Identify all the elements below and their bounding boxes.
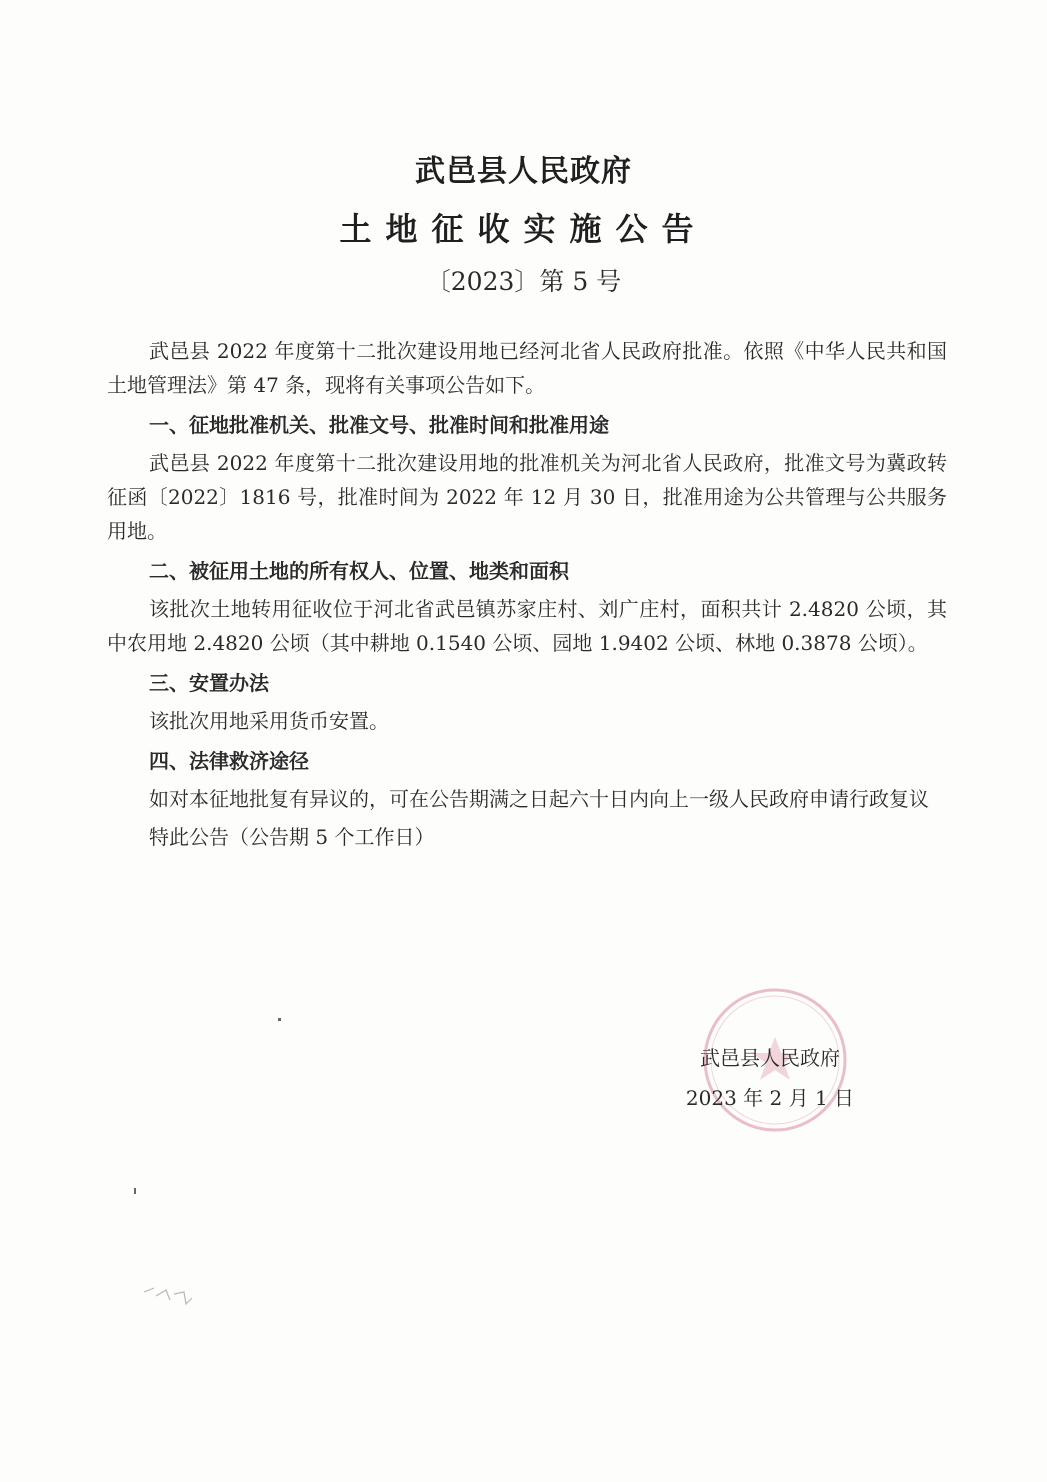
section-heading-4: 四、法律救济途径 xyxy=(149,749,309,773)
section-text-1: 武邑县 2022 年度第十二批次建设用地的批准机关为河北省人民政府，批准文号为冀政转征函〔2022〕1816 号，批准时间为 2022 年 12 月 30 日，批准用途为公共管理与公共服务用地。 xyxy=(107,451,947,543)
document-number: 〔2023〕第 5 号 xyxy=(425,267,622,296)
signature-block xyxy=(660,1038,880,1118)
section-heading-1: 一、征地批准机关、批准文号、批准时间和批准用途 xyxy=(149,413,609,437)
section-text-2: 该批次土地转用征收位于河北省武邑镇苏家庄村、刘广庄村，面积共计 2.4820 公顷，其中农用地 2.4820 公顷（其中耕地 0.1540 公顷、园地 1.9402 公顷、林地 0.3878 公顷）。 xyxy=(107,597,947,655)
document-title: 土地征收实施公告 xyxy=(339,210,708,248)
document-body xyxy=(107,334,947,854)
closing-statement: 特此公告（公告期 5 个工作日） xyxy=(149,825,435,849)
section-text-3: 该批次用地采用货币安置。 xyxy=(149,709,389,733)
signature-organization: 武邑县人民政府 xyxy=(700,1046,840,1070)
issuer-title: 武邑县人民政府 xyxy=(415,154,632,189)
intro-paragraph: 武邑县 2022 年度第十二批次建设用地已经河北省人民政府批准。依照《中华人民共和国土地管理法》第 47 条，现将有关事项公告如下。 xyxy=(107,339,947,397)
signature-date: 2023 年 2 月 1 日 xyxy=(685,1086,855,1110)
section-heading-2: 二、被征用土地的所有权人、位置、地类和面积 xyxy=(149,559,569,583)
section-text-4: 如对本征地批复有异议的，可在公告期满之日起六十日内向上一级人民政府申请行政复议 xyxy=(149,787,929,811)
scan-speck xyxy=(134,1188,136,1194)
scan-speck xyxy=(278,1018,281,1021)
section-heading-3: 三、安置办法 xyxy=(149,671,269,695)
scan-smudge-icon xyxy=(140,1282,200,1312)
